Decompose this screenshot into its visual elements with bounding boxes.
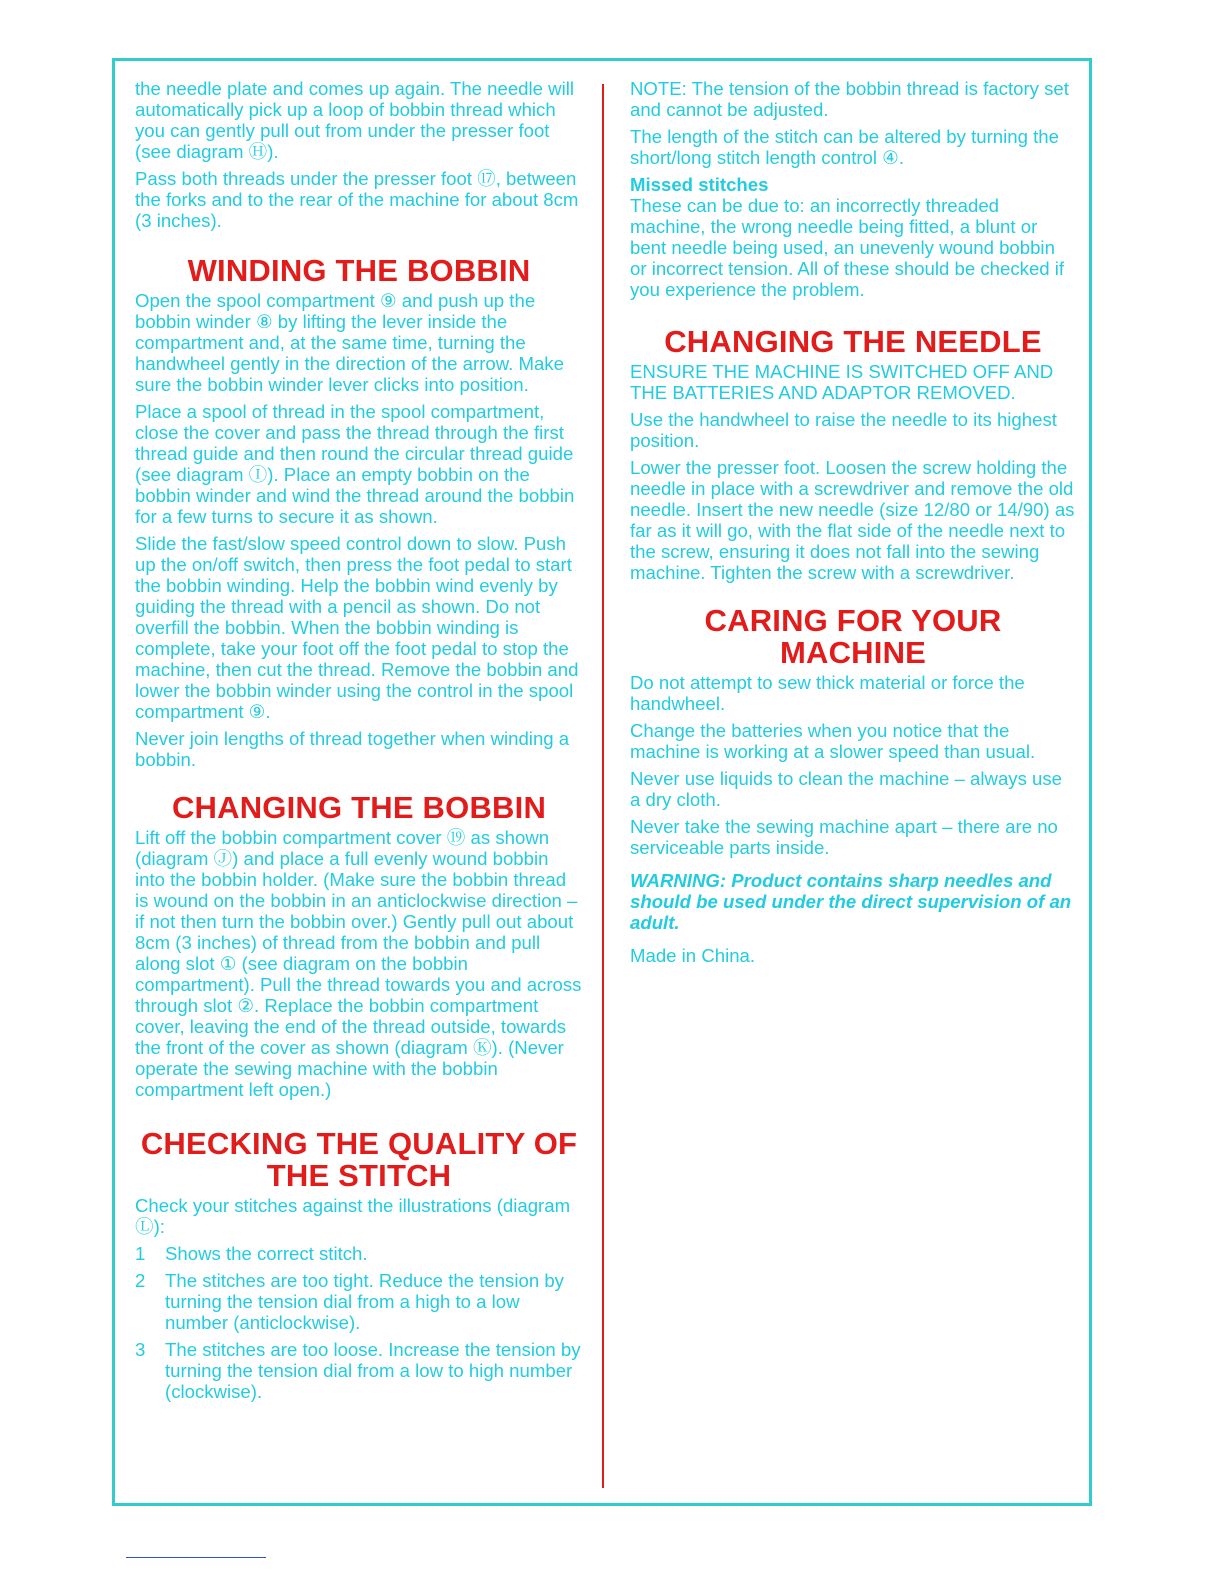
- list-item-number: 1: [135, 1243, 146, 1264]
- section-heading-changing-needle: CHANGING THE NEEDLE: [664, 324, 1042, 359]
- intro-paragraph: Pass both threads under the presser foot ⑰, between the forks and to the rear of the machine for about 8cm (3 inches).: [135, 168, 579, 231]
- missed-stitches-paragraph: These can be due to: an incorrectly threaded machine, the wrong needle being fitted, a blunt or bent needle being used, an unevenly wound bobbin or incorrect tension. All of these should be checked if you experience the problem.: [630, 195, 1065, 300]
- winding-paragraph: Never join lengths of thread together when winding a bobbin.: [135, 728, 570, 770]
- list-item: [135, 1339, 583, 1402]
- missed-stitches-title: Missed stitches: [630, 174, 769, 195]
- section-heading-quality: CHECKING THE QUALITY OF THE STITCH: [140, 1126, 578, 1193]
- list-item-number: 2: [135, 1270, 146, 1291]
- section-heading-caring: CARING FOR YOUR MACHINE: [704, 603, 1002, 670]
- changing-bobbin-paragraph: Lift off the bobbin compartment cover ⑲ as shown (diagram Ⓙ) and place a full evenly wound bobbin into the bobbin holder. (Make sure the bobbin thread is wound on the bobbin in an anticlockwise direction – if not then turn the bobbin over.) Gently pull out about 8cm (3 inches) of thread from the bobbin and pull along slot ① (see diagram on the bobbin compartment). Pull the thread towards you and across through slot ②. Replace the bobbin compartment cover, leaving the end of the thread outside, towards the front of the cover as shown (diagram Ⓚ). (Never operate the sewing machine with the bobbin compartment left open.): [135, 827, 582, 1100]
- footer-rule: [126, 1557, 266, 1558]
- needle-paragraph: Use the handwheel to raise the needle to its highest position.: [630, 409, 1057, 451]
- winding-paragraph: Place a spool of thread in the spool compartment, close the cover and pass the thread through the first thread guide and then round the circular thread guide (see diagram Ⓘ). Place an empty bobbin on the bobbin winder and wind the thread around the bobbin for a few turns to secure it as shown.: [135, 401, 575, 527]
- list-item: [135, 1270, 583, 1333]
- right-column: [630, 78, 1076, 972]
- quality-list: [135, 1243, 583, 1402]
- column-divider: [602, 84, 604, 1488]
- caring-paragraph: Never take the sewing machine apart – there are no serviceable parts inside.: [630, 816, 1058, 858]
- quality-intro: Check your stitches against the illustrations (diagram Ⓛ):: [135, 1195, 571, 1237]
- list-item-text: The stitches are too loose. Increase the tension by turning the tension dial from a low to high number (clockwise).: [165, 1339, 581, 1402]
- stitch-length-paragraph: The length of the stitch can be altered by turning the short/long stitch length control ④.: [630, 126, 1059, 168]
- winding-paragraph: Open the spool compartment ⑨ and push up the bobbin winder ⑧ by lifting the lever inside the compartment and, at the same time, turning the handwheel gently in the direction of the arrow. Make sure the bobbin winder lever clicks into position.: [135, 290, 564, 395]
- caring-paragraph: Do not attempt to sew thick material or force the handwheel.: [630, 672, 1025, 714]
- made-in-text: Made in China.: [630, 945, 756, 966]
- caring-paragraph: Never use liquids to clean the machine – always use a dry cloth.: [630, 768, 1063, 810]
- intro-paragraph: the needle plate and comes up again. The needle will automatically pick up a loop of bobbin thread which you can gently pull out from under the presser foot (see diagram Ⓗ).: [135, 78, 574, 162]
- section-heading-changing-bobbin: CHANGING THE BOBBIN: [171, 790, 547, 825]
- list-item-text: The stitches are too tight. Reduce the tension by turning the tension dial from a high to a low number (anticlockwise).: [165, 1270, 564, 1333]
- list-item-text: Shows the correct stitch.: [165, 1243, 368, 1264]
- note-paragraph: NOTE: The tension of the bobbin thread is factory set and cannot be adjusted.: [630, 78, 1069, 120]
- warning-text: WARNING: Product contains sharp needles and should be used under the direct supervision of an adult.: [630, 870, 1072, 933]
- winding-paragraph: Slide the fast/slow speed control down to slow. Push up the on/off switch, then press the foot pedal to start the bobbin winding. Help the bobbin wind evenly by guiding the thread with a pencil as shown. Do not overfill the bobbin. When the bobbin winding is complete, take your foot off the foot pedal to stop the machine, then cut the thread. Remove the bobbin and lower the bobbin winder using the control in the spool compartment ⑨.: [135, 533, 579, 722]
- list-item: [135, 1243, 583, 1264]
- needle-paragraph: Lower the presser foot. Loosen the screw holding the needle in place with a screwdriver and remove the old needle. Insert the new needle (size 12/80 or 14/90) as far as it will go, with the flat side of the needle next to the screw, ensuring it does not fall into the sewing machine. Tighten the screw with a screwdriver.: [630, 457, 1075, 583]
- section-heading-winding-bobbin: WINDING THE BOBBIN: [187, 253, 531, 288]
- needle-paragraph: ENSURE THE MACHINE IS SWITCHED OFF AND THE BATTERIES AND ADAPTOR REMOVED.: [630, 361, 1054, 403]
- caring-paragraph: Change the batteries when you notice that the machine is working at a slower speed than usual.: [630, 720, 1036, 762]
- list-item-number: 3: [135, 1339, 146, 1360]
- left-column: [135, 78, 583, 1408]
